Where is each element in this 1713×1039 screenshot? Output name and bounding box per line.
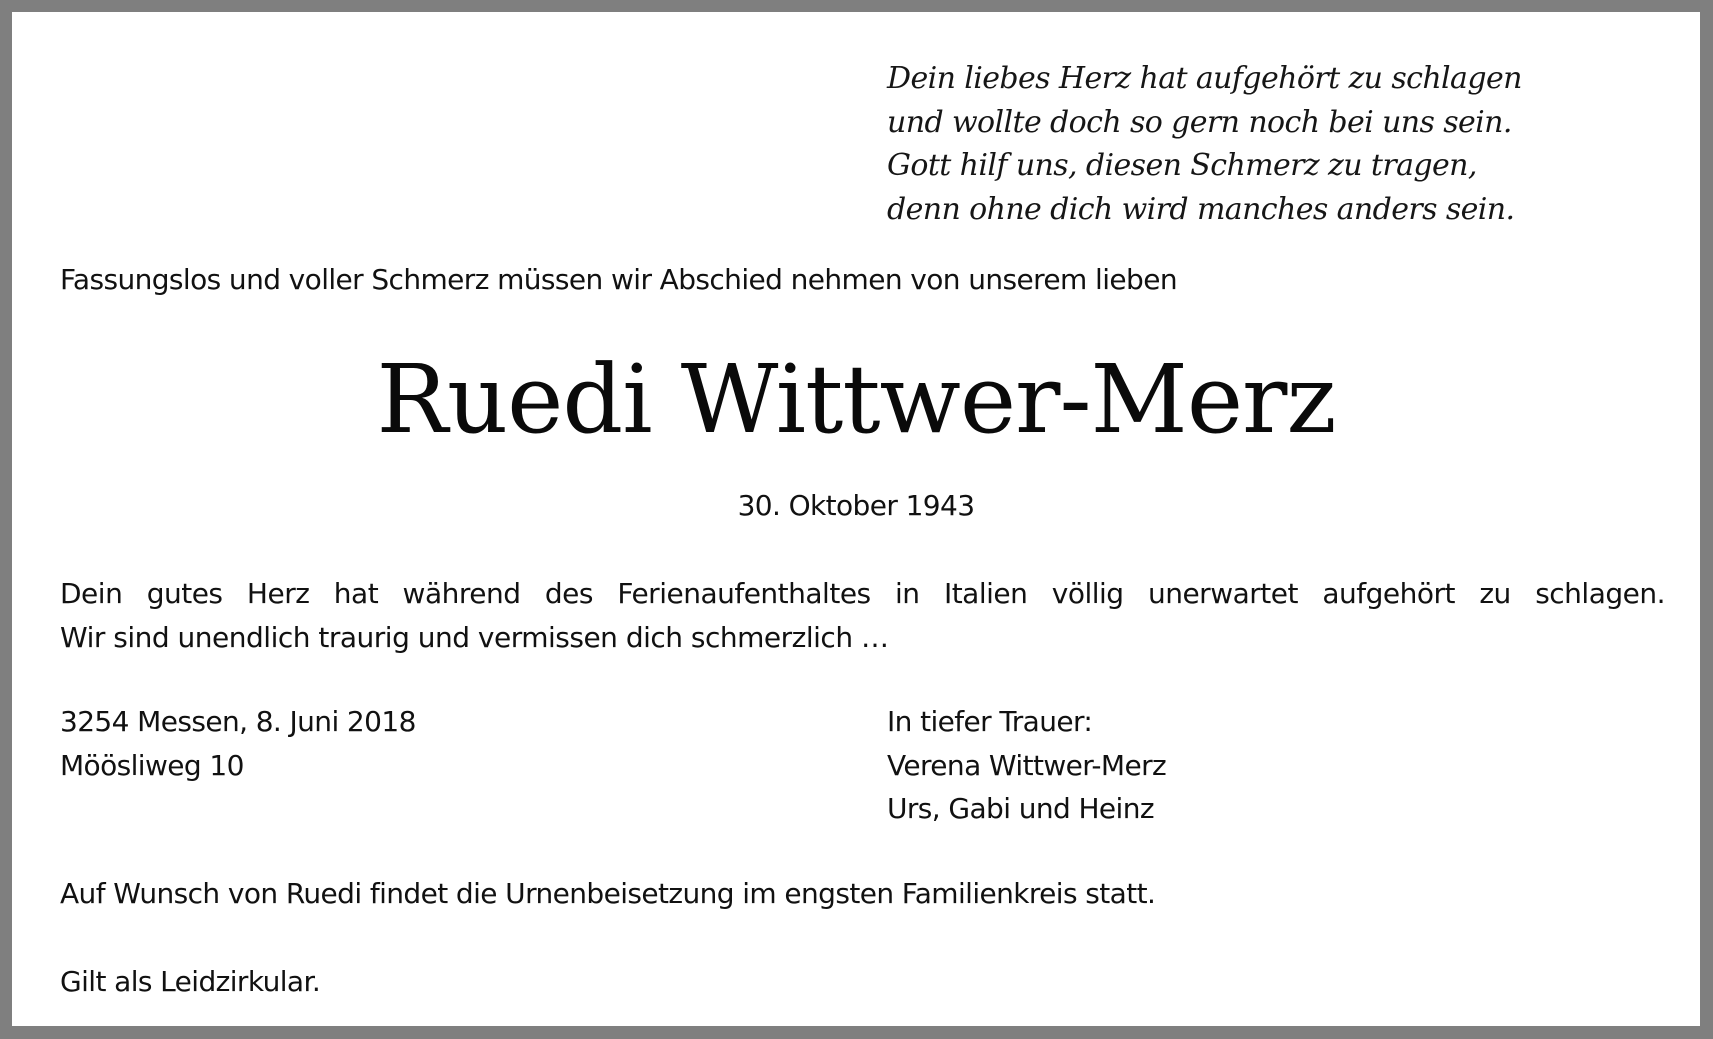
- place-city-date: 3254 Messen, 8. Juni 2018: [60, 705, 416, 738]
- poem-line: Gott hilf uns, diesen Schmerz zu tragen,: [887, 148, 1477, 183]
- poem: [887, 57, 1522, 231]
- poem-line: denn ohne dich wird manches anders sein.: [887, 191, 1515, 227]
- mourners-block: [887, 700, 1166, 831]
- deceased-name: Ruedi Wittwer-Merz: [376, 345, 1336, 455]
- message-line: Dein gutes Herz hat während des Ferienaufenthaltes in Italien völlig unerwartet aufgehört zu schlagen.: [60, 577, 1665, 610]
- mourner-name: Verena Wittwer-Merz: [887, 748, 1167, 782]
- mourner-name: Urs, Gabi und Heinz: [887, 792, 1154, 825]
- place-block: [60, 700, 416, 787]
- birth-date: 30. Oktober 1943: [737, 489, 975, 522]
- circular-note: Gilt als Leidzirkular.: [60, 965, 321, 998]
- mourners-heading: In tiefer Trauer:: [887, 705, 1093, 738]
- funeral-note: Auf Wunsch von Ruedi findet die Urnenbeisetzung im engsten Familienkreis statt.: [60, 877, 1156, 910]
- place-street: Möösliweg 10: [60, 748, 244, 782]
- poem-line: Dein liebes Herz hat aufgehört zu schlagen: [887, 61, 1522, 96]
- message: [60, 572, 1665, 659]
- obituary-notice: [12, 12, 1700, 1026]
- poem-line: und wollte doch so gern noch bei uns sein.: [887, 104, 1512, 140]
- intro-text: Fassungslos und voller Schmerz müssen wir Abschied nehmen von unserem lieben: [60, 263, 1177, 296]
- message-line: Wir sind unendlich traurig und vermissen dich schmerzlich …: [60, 620, 889, 654]
